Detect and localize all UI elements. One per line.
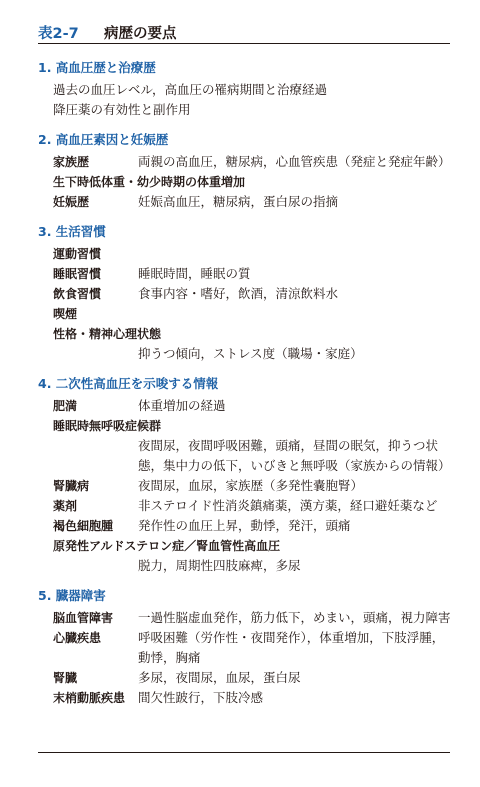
item-label: 心臓疾患 xyxy=(53,631,102,645)
section-title: 3. 生活習慣 xyxy=(38,224,106,239)
item-label: 肥満 xyxy=(53,399,78,413)
item-row xyxy=(0,688,480,708)
item-label: 妊娠歴 xyxy=(53,195,90,209)
item-value: 体重増加の経過 xyxy=(138,398,226,413)
section-predisposition xyxy=(0,131,480,212)
section-title: 1. 高血圧歴と治療歴 xyxy=(38,60,156,75)
item-row xyxy=(0,496,480,516)
table-header xyxy=(38,22,450,42)
item-row xyxy=(0,152,480,172)
item-label: 睡眠習慣 xyxy=(53,267,102,281)
item-row xyxy=(0,324,480,344)
section-secondary-hypertension xyxy=(0,375,480,576)
table-title: 病歴の要点 xyxy=(104,26,177,42)
item-row xyxy=(0,628,480,648)
item-row xyxy=(0,192,480,212)
item-row xyxy=(0,536,480,556)
item-value: 夜間尿，血尿，家族歴（多発性嚢胞腎） xyxy=(138,478,364,493)
item-continuation: 態，集中力の低下，いびきと無呼吸（家族からの情報） xyxy=(138,458,451,473)
item-value: 多尿，夜間尿，血尿，蛋白尿 xyxy=(138,670,301,685)
item-label: 喫煙 xyxy=(53,307,78,321)
item-value: 食事内容・嗜好，飲酒，清涼飲料水 xyxy=(138,286,339,301)
section-organ-damage xyxy=(0,587,480,708)
item-value: 両親の高血圧，糖尿病，心血管疾患（発症と発症年齢） xyxy=(138,154,451,169)
item-label: 末梢動脈疾患 xyxy=(53,691,126,705)
item-row xyxy=(0,608,480,628)
section-title: 2. 高血圧素因と妊娠歴 xyxy=(38,132,169,147)
item-value: 妊娠高血圧，糖尿病，蛋白尿の指摘 xyxy=(138,194,339,209)
item-row xyxy=(0,244,480,264)
item-row xyxy=(0,416,480,436)
item-value: 一過性脳虚血発作，筋力低下，めまい，頭痛，視力障害 xyxy=(138,610,451,625)
table-body xyxy=(0,59,480,719)
item-value: 間欠性跛行，下肢冷感 xyxy=(138,690,264,705)
item-label: 飲食習慣 xyxy=(53,287,102,301)
item-label: 原発性アルドステロン症／腎血管性高血圧 xyxy=(53,539,281,553)
item-label: 性格・精神心理状態 xyxy=(53,327,162,341)
table-number: 表2-7 xyxy=(38,26,79,42)
item-value: 発作性の血圧上昇，動悸，発汗，頭痛 xyxy=(138,518,351,533)
item-value: 非ステロイド性消炎鎮痛薬，漢方薬，経口避妊薬など xyxy=(138,498,438,513)
bottom-rule xyxy=(38,752,450,753)
item-label: 睡眠時無呼吸症候群 xyxy=(53,419,162,433)
top-rule xyxy=(38,43,450,44)
item-row xyxy=(0,668,480,688)
item-row xyxy=(0,304,480,324)
item-label: 腎臓 xyxy=(53,671,78,685)
section-lifestyle xyxy=(0,223,480,364)
item-label: 腎臓病 xyxy=(53,479,90,493)
item-continuation: 動悸，胸痛 xyxy=(138,650,201,665)
item-row xyxy=(0,172,480,192)
section-title: 5. 臓器障害 xyxy=(38,588,106,603)
item-row xyxy=(0,516,480,536)
item-row xyxy=(0,396,480,416)
text-line: 過去の血圧レベル，高血圧の罹病期間と治療経過 xyxy=(53,82,328,97)
item-label: 家族歴 xyxy=(53,155,90,169)
item-value: 睡眠時間，睡眠の質 xyxy=(138,266,251,281)
item-value: 呼吸困難（労作性・夜間発作），体重増加，下肢浮腫， xyxy=(138,630,445,645)
item-label: 運動習慣 xyxy=(53,247,102,261)
item-label: 生下時低体重・幼少時期の体重増加 xyxy=(53,175,246,189)
item-continuation: 抑うつ傾向，ストレス度（職場・家庭） xyxy=(138,346,363,361)
item-continuation: 脱力，周期性四肢麻痺，多尿 xyxy=(138,558,301,573)
section-history xyxy=(0,59,480,120)
item-label: 薬剤 xyxy=(53,499,78,513)
item-row xyxy=(0,264,480,284)
item-label: 褐色細胞腫 xyxy=(53,519,114,533)
item-continuation: 夜間尿，夜間呼吸困難，頭痛，昼間の眠気，抑うつ状 xyxy=(138,438,439,453)
item-row xyxy=(0,284,480,304)
section-title: 4. 二次性高血圧を示唆する情報 xyxy=(38,376,219,391)
text-line: 降圧薬の有効性と副作用 xyxy=(53,102,191,117)
item-row xyxy=(0,476,480,496)
item-label: 脳血管障害 xyxy=(53,611,114,625)
